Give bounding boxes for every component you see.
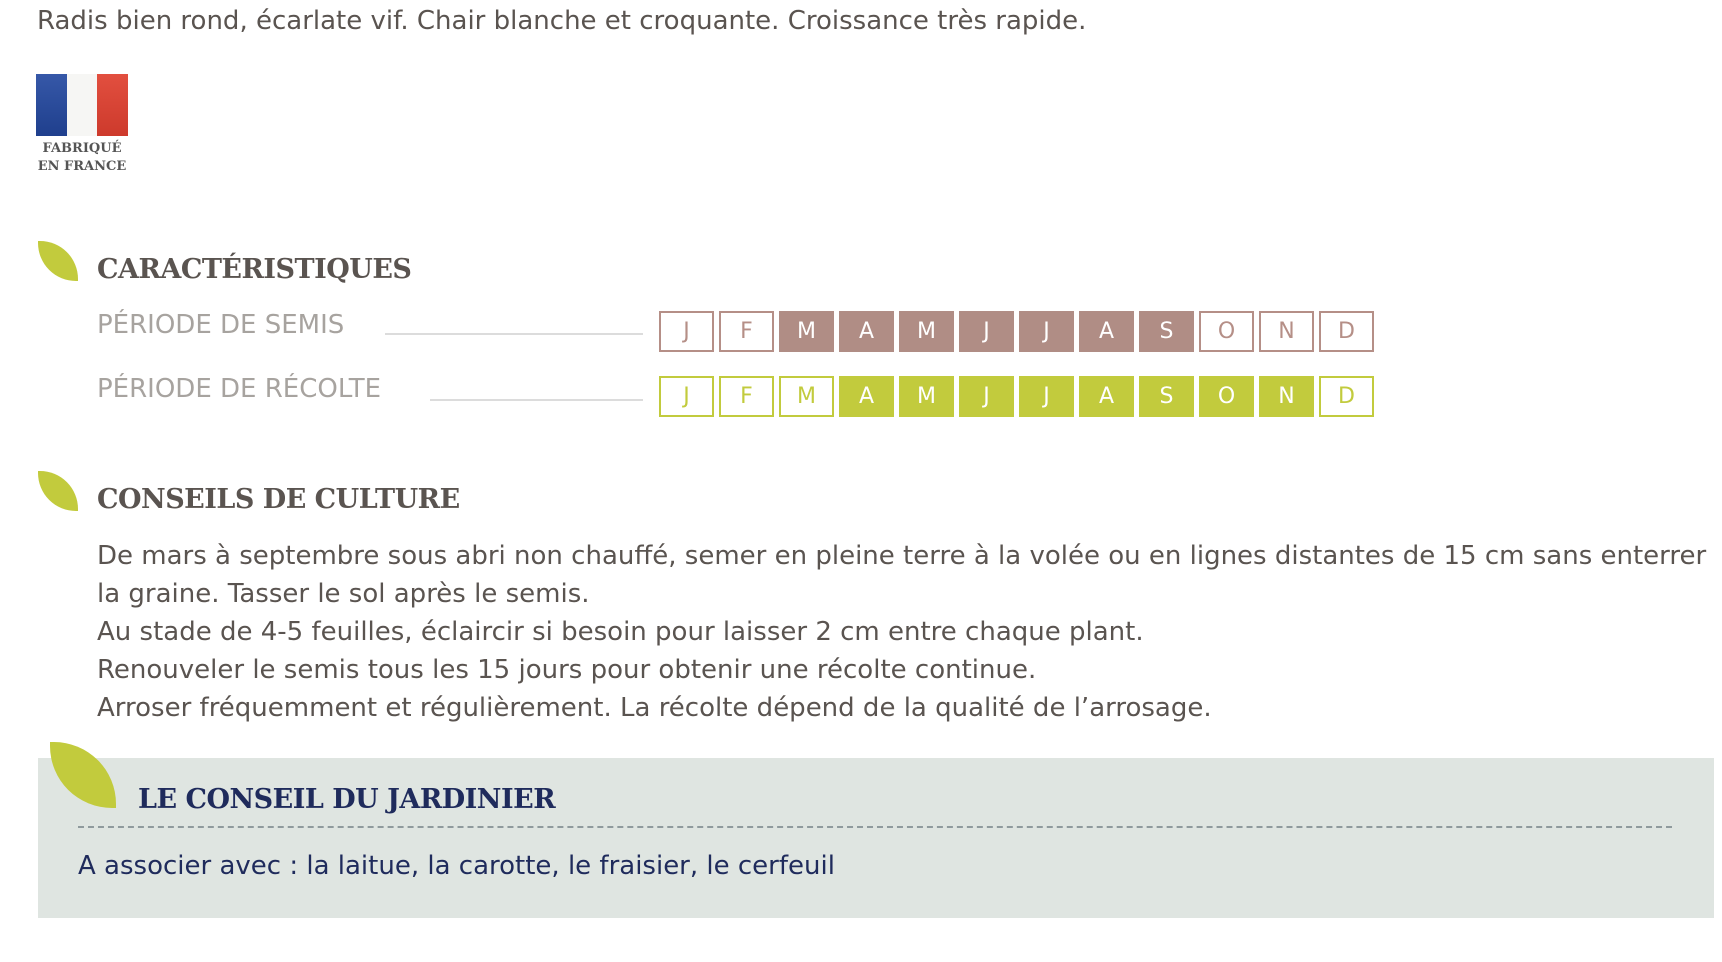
month-cell: D	[1319, 376, 1374, 417]
badge-line-1: FABRIQUÉ	[42, 141, 122, 156]
month-cell: M	[779, 311, 834, 352]
month-cell: J	[1019, 376, 1074, 417]
month-cell: J	[1019, 311, 1074, 352]
product-description: Radis bien rond, écarlate vif. Chair blanche et croquante. Croissance très rapide.	[37, 6, 1087, 36]
month-cell: A	[839, 311, 894, 352]
month-cell: A	[1079, 376, 1134, 417]
gardener-tip-title: LE CONSEIL DU JARDINIER	[138, 784, 556, 815]
month-cell: N	[1259, 311, 1314, 352]
semis-period-divider	[385, 333, 643, 335]
leaf-icon	[38, 471, 78, 511]
month-cell: O	[1199, 376, 1254, 417]
month-cell: J	[659, 311, 714, 352]
recolte-months	[659, 376, 1374, 417]
culture-heading: CONSEILS DE CULTURE	[97, 484, 460, 515]
month-cell: M	[899, 311, 954, 352]
recolte-period-label: PÉRIODE DE RÉCOLTE	[97, 374, 382, 404]
tip-divider	[78, 826, 1672, 828]
made-in-france-badge	[36, 74, 128, 176]
gardener-tip-text: A associer avec : la laitue, la carotte, le fraisier, le cerfeuil	[78, 851, 835, 881]
badge-line-2: EN FRANCE	[37, 159, 127, 174]
french-flag-icon	[36, 74, 128, 136]
advice-paragraph: Au stade de 4-5 feuilles, éclaircir si besoin pour laisser 2 cm entre chaque plant.	[97, 617, 1144, 647]
month-cell: A	[1079, 311, 1134, 352]
month-cell: N	[1259, 376, 1314, 417]
recolte-period-divider	[430, 399, 643, 401]
semis-months	[659, 311, 1374, 352]
month-cell: J	[959, 311, 1014, 352]
month-cell: O	[1199, 311, 1254, 352]
month-cell: J	[659, 376, 714, 417]
month-cell: F	[719, 311, 774, 352]
leaf-icon	[38, 241, 78, 281]
advice-paragraph: Arroser fréquemment et régulièrement. La récolte dépend de la qualité de l’arrosage.	[97, 693, 1212, 723]
month-cell: F	[719, 376, 774, 417]
month-cell: M	[899, 376, 954, 417]
month-cell: S	[1139, 311, 1194, 352]
month-cell: D	[1319, 311, 1374, 352]
month-cell: S	[1139, 376, 1194, 417]
month-cell: J	[959, 376, 1014, 417]
month-cell: A	[839, 376, 894, 417]
advice-paragraph: De mars à septembre sous abri non chauffé, semer en pleine terre à la volée ou en lignes distantes de 15 cm sans enterrer la graine. Tasser le sol après le semis.	[97, 541, 1707, 609]
semis-period-label: PÉRIODE DE SEMIS	[97, 310, 345, 340]
badge-text	[36, 140, 128, 176]
month-cell: M	[779, 376, 834, 417]
culture-advice	[97, 537, 1717, 727]
advice-paragraph: Renouveler le semis tous les 15 jours pour obtenir une récolte continue.	[97, 655, 1037, 685]
characteristics-heading: CARACTÉRISTIQUES	[97, 254, 412, 285]
gardener-tip-box	[38, 758, 1714, 918]
